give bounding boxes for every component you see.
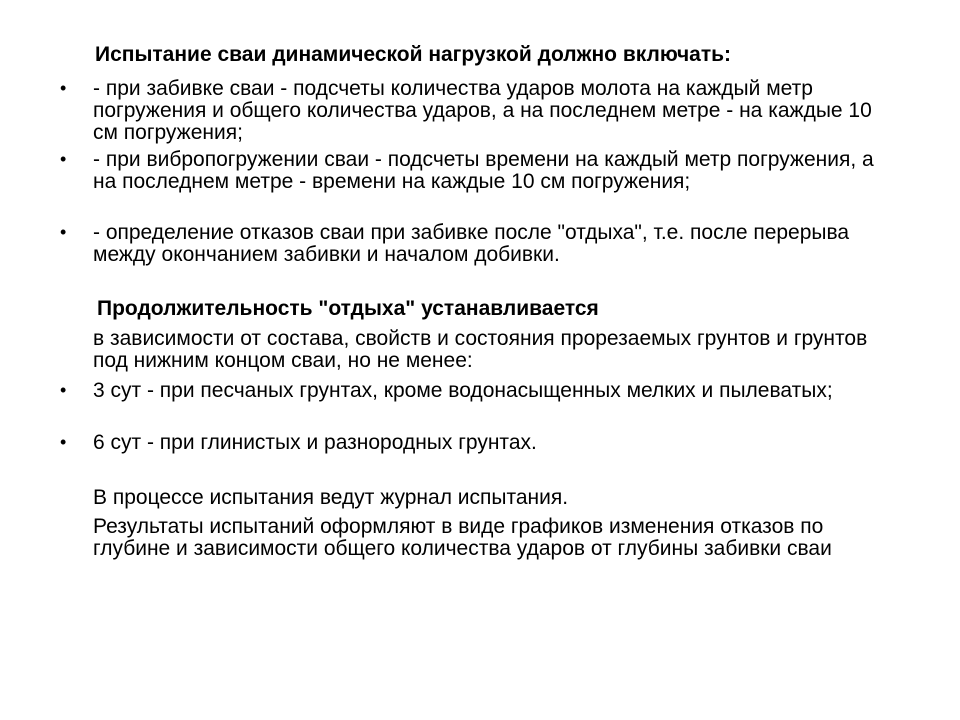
paragraph-rest-conditions: в зависимости от состава, свойств и состояния прорезаемых грунтов и грунтов под нижним концом сваи, но не менее: bbox=[93, 327, 868, 372]
list-item-hammer-driving: • - при забивке сваи - подсчеты количества ударов молота на каждый метр погружения и общего количества ударов, а на последнем метре - на каждые 10 см погружения; bbox=[60, 77, 872, 144]
list-item-vibro-driving: • - при вибропогружении сваи - подсчеты времени на каждый метр погружения, а на последнем метре - времени на каждые 10 см погружения; bbox=[60, 148, 874, 193]
paragraph-results: Результаты испытаний оформляют в виде графиков изменения отказов по глубине и зависимости общего количества ударов от глубины забивки сваи bbox=[93, 515, 832, 560]
bullet-icon: • bbox=[60, 149, 67, 169]
bullet-icon: • bbox=[60, 432, 67, 452]
bullet-icon: • bbox=[60, 78, 67, 98]
paragraph-test-log: В процессе испытания ведут журнал испытания. bbox=[93, 486, 569, 509]
bullet-icon: • bbox=[60, 380, 67, 400]
list-item-sandy-soils: • 3 сут - при песчаных грунтах, кроме водонасыщенных мелких и пылеватых; bbox=[60, 379, 833, 402]
heading-test-requirements: Испытание сваи динамической нагрузкой должно включать: bbox=[95, 43, 732, 66]
bullet-icon: • bbox=[60, 222, 67, 242]
list-item-clay-soils: • 6 сут - при глинистых и разнородных грунтах. bbox=[60, 431, 537, 454]
list-item-refusal: • - определение отказов сваи при забивке после "отдыха", т.е. после перерыва между окончанием забивки и началом добивки. bbox=[60, 221, 850, 266]
heading-rest-duration: Продолжительность "отдыха" устанавливается bbox=[97, 297, 599, 320]
